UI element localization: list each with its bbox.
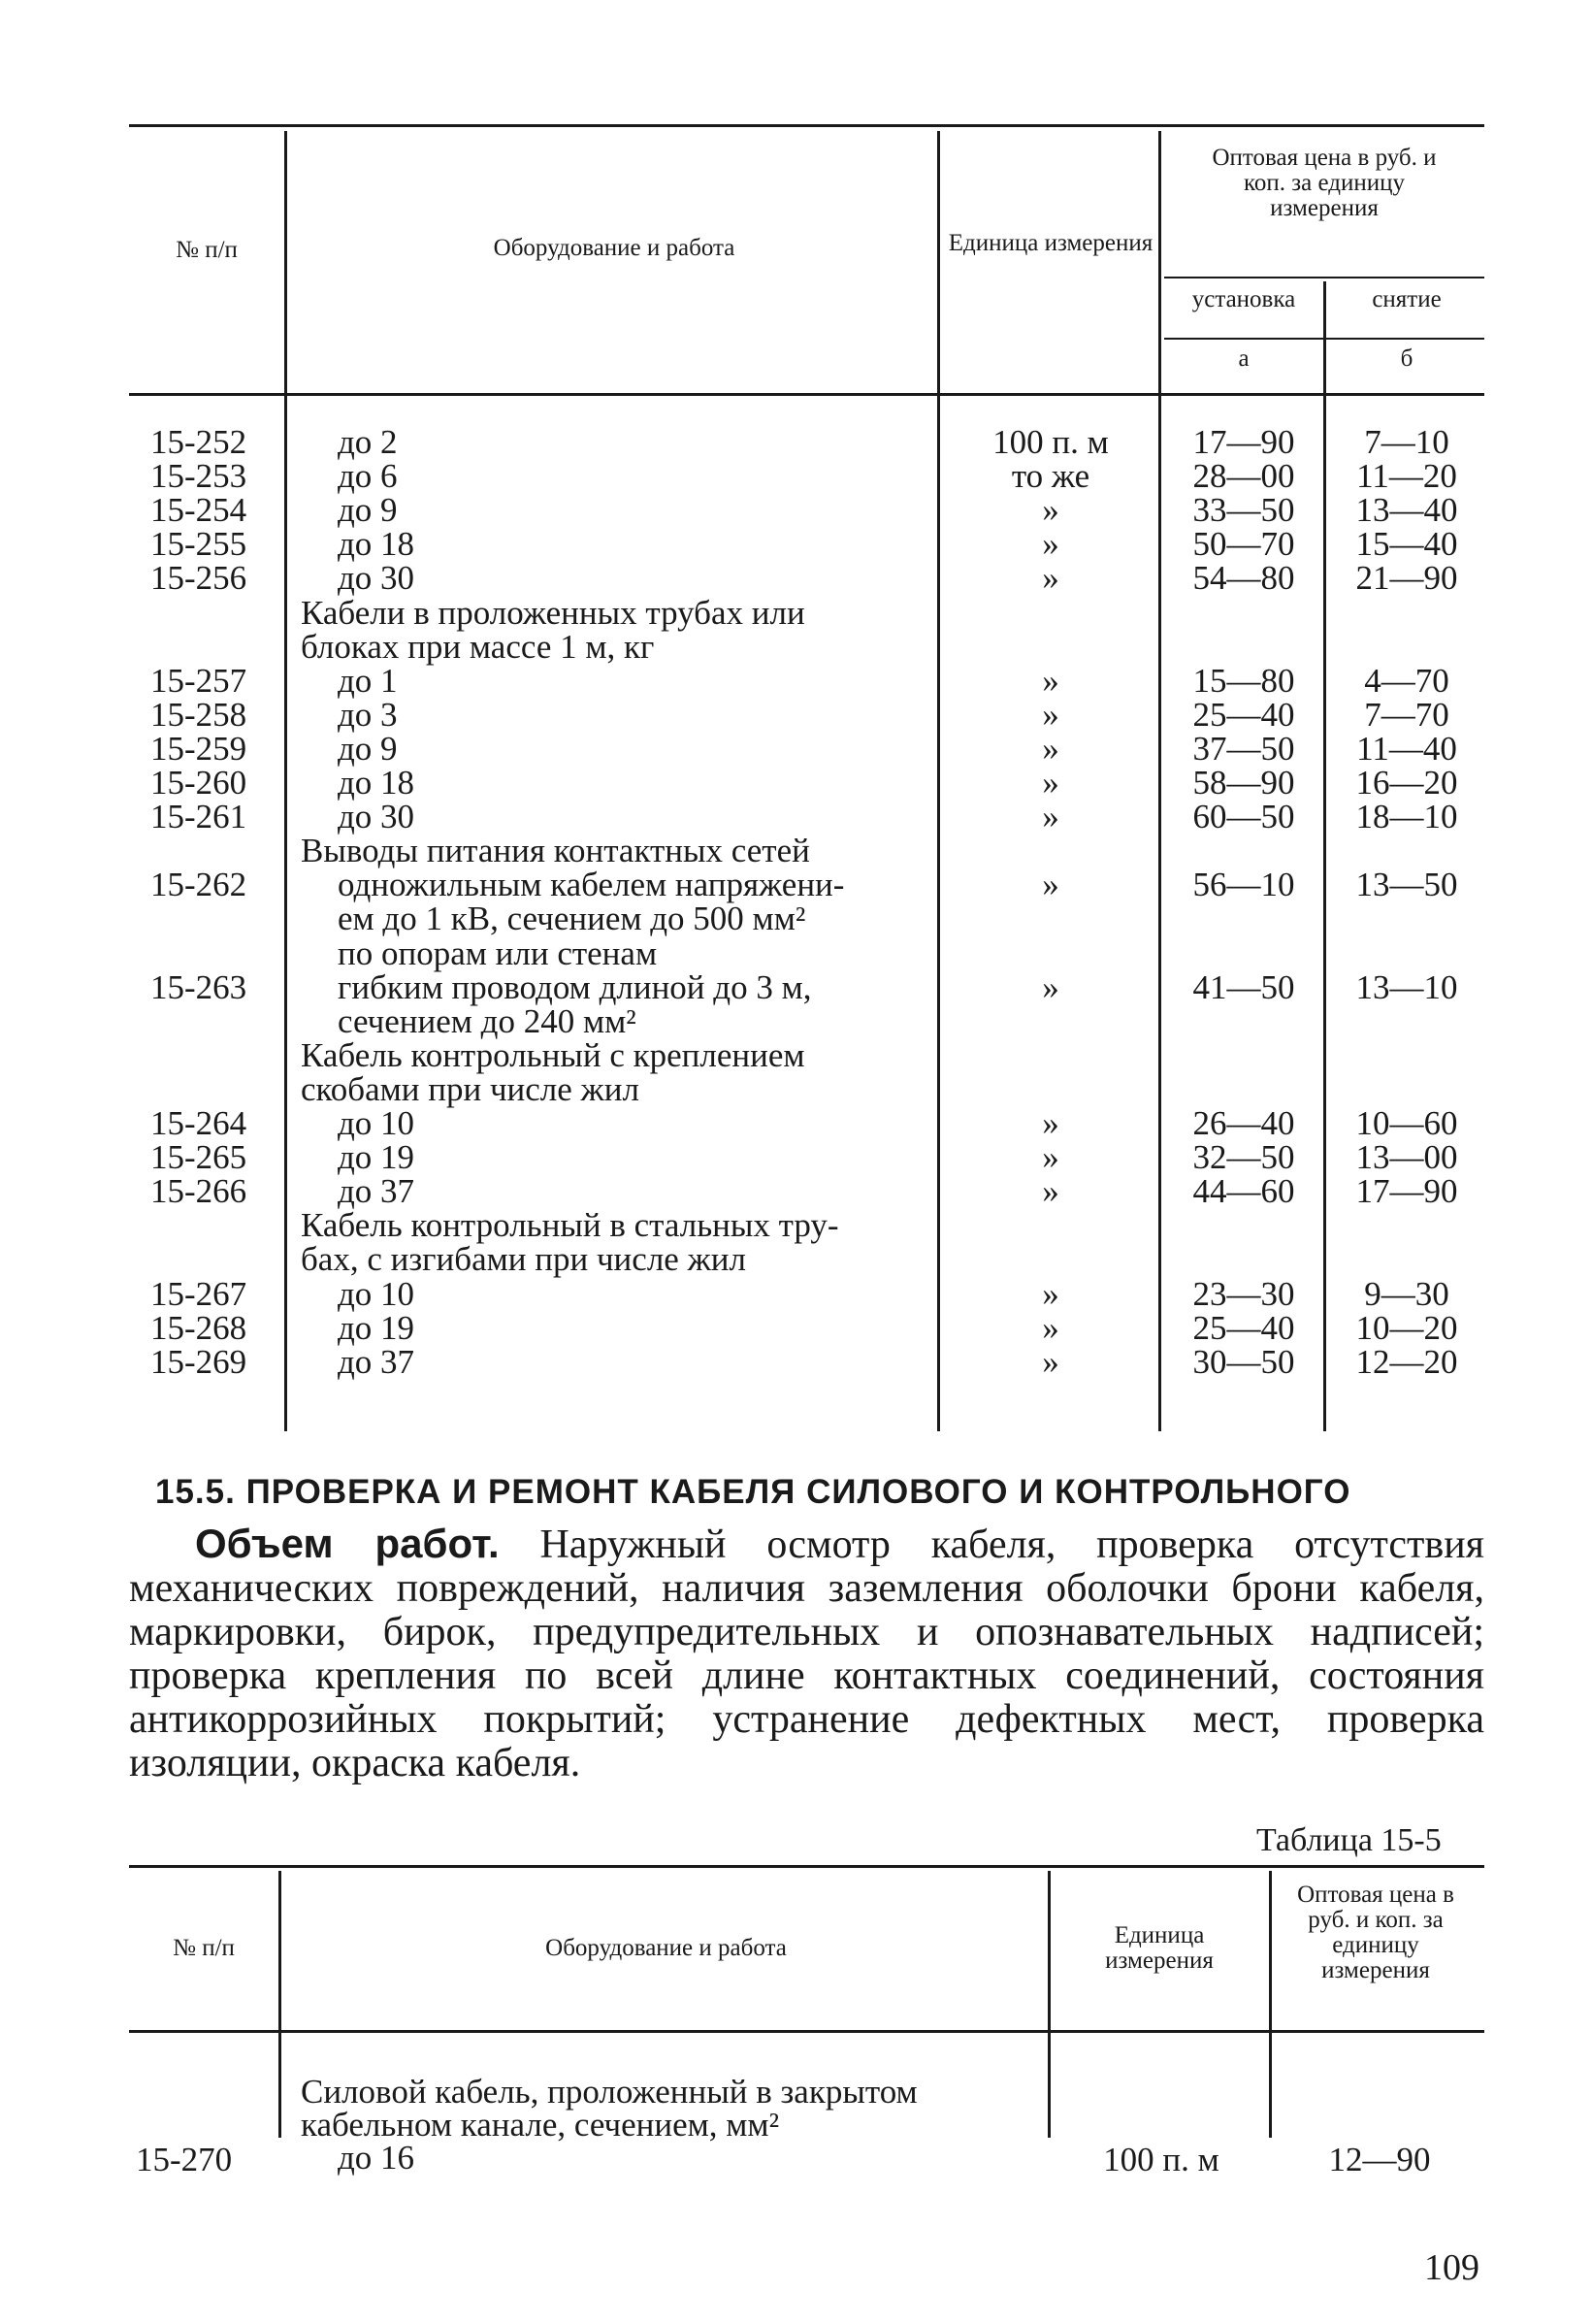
table1-row-text: до 37 (338, 1172, 415, 1210)
table1-row-num: 15-266 (150, 1172, 247, 1210)
table1-row-b: 10—20 (1355, 1309, 1458, 1347)
table1-row-text: до 9 (338, 730, 398, 768)
table1-col-divider-1 (284, 131, 287, 1431)
table1-row-a: 23—30 (1192, 1275, 1295, 1313)
table1-header-unit (943, 231, 1158, 256)
table2-row-line-1: Силовой кабель, проложенный в закрытом (301, 2073, 918, 2111)
table1-row-b: 17—90 (1355, 1172, 1458, 1210)
table1-row-num: 15-268 (150, 1309, 247, 1347)
table2-col-divider-3 (1269, 1871, 1272, 2138)
table1-row-b: 16—20 (1355, 764, 1458, 802)
table1-row-text: блоках при массе 1 м, кг (301, 628, 655, 666)
table1-row-num: 15-255 (150, 525, 247, 563)
table1-row-num: 15-258 (150, 696, 247, 734)
table2-row-unit: 100 п. м (1103, 2141, 1219, 2178)
table1-header-price-text: Оптовая цена в руб. и коп. за единицу измерения (1212, 145, 1437, 221)
table2-col-divider-2 (1048, 1871, 1051, 2138)
table1-row-num: 15-252 (150, 423, 247, 461)
table1-row-num: 15-261 (150, 798, 247, 835)
section-paragraph (129, 1522, 1484, 1785)
table1-row-text: до 6 (338, 457, 398, 495)
table1-row-unit: » (1042, 968, 1059, 1006)
table2-header-equipment: Оборудование и работа (545, 1935, 787, 1961)
table1-row-num: 15-256 (150, 559, 247, 597)
table1-row-unit: » (1042, 1343, 1059, 1381)
table1-header-col-b: б (1400, 345, 1413, 372)
table1-row-text: до 19 (338, 1309, 415, 1347)
table1-row-num: 15-259 (150, 730, 247, 768)
table1-row-b: 13—10 (1355, 968, 1458, 1006)
table1-row-a: 41—50 (1192, 968, 1295, 1006)
table1-row-a: 28—00 (1192, 457, 1295, 495)
table1-row-b: 18—10 (1355, 798, 1458, 835)
table1-row-a: 44—60 (1192, 1172, 1295, 1210)
table1-row-unit: » (1042, 491, 1059, 529)
table1-row-num: 15-260 (150, 764, 247, 802)
table1-row-b: 13—00 (1355, 1138, 1458, 1176)
table1-row-b: 4—70 (1364, 662, 1449, 700)
table1-row-b: 11—20 (1356, 457, 1457, 495)
table1-row-b: 15—40 (1355, 525, 1458, 563)
table1-header-price (1188, 146, 1460, 221)
page-number: 109 (1424, 2247, 1479, 2288)
table1-row-b: 12—20 (1355, 1343, 1458, 1381)
table1-row-a: 25—40 (1192, 1309, 1295, 1347)
table1-row-num: 15-253 (150, 457, 247, 495)
table1-row-a: 26—40 (1192, 1104, 1295, 1142)
table2-header-price (1279, 1882, 1473, 1983)
table1-row-text: гибким проводом длиной до 3 м, (338, 968, 812, 1006)
table1-row-num: 15-265 (150, 1138, 247, 1176)
section-body: Наружный осмотр кабеля, проверка отсутствия механических повреждений, наличия заземления оболочки брони кабеля, маркировки, бирок, предупредительных и опознавательных надписей; проверка крепления по всей длине контактных соединений, состояния антикоррозийных покрытий; устранение дефектных мест, проверка изоляции, окраска кабеля. (129, 1522, 1484, 1785)
table2-row-num: 15-270 (136, 2141, 233, 2178)
table2-caption: Таблица 15-5 (1256, 1822, 1442, 1858)
table1-row-a: 56—10 (1192, 866, 1295, 903)
table1-row-text: до 10 (338, 1275, 415, 1313)
table1-row-text: до 30 (338, 798, 415, 835)
table1-row-a: 30—50 (1192, 1343, 1295, 1381)
table1-row-unit: » (1042, 559, 1059, 597)
table1-row-text: сечением до 240 мм² (338, 1002, 636, 1040)
table1-row-unit: » (1042, 1138, 1059, 1176)
table1-row-b: 10—60 (1355, 1104, 1458, 1142)
table1-row-text: до 9 (338, 491, 398, 529)
table2-top-rule (129, 1865, 1484, 1868)
table1-row-text: скобами при числе жил (301, 1070, 639, 1108)
table1-col-divider-2 (937, 131, 940, 1431)
table1-row-text: Кабель контрольный с креплением (301, 1036, 805, 1074)
table1-row-num: 15-267 (150, 1275, 247, 1313)
table1-row-a: 32—50 (1192, 1138, 1295, 1176)
table1-row-text: бах, с изгибами при числе жил (301, 1240, 746, 1278)
table2-col-divider-1 (278, 1871, 281, 2138)
table1-header-remove: снятие (1372, 286, 1442, 312)
table1-row-unit: » (1042, 525, 1059, 563)
table1-row-unit: » (1042, 1275, 1059, 1313)
table1-row-b: 11—40 (1356, 730, 1457, 768)
table1-row-text: до 3 (338, 696, 398, 734)
table1-row-a: 37—50 (1192, 730, 1295, 768)
table1-row-text: до 30 (338, 559, 415, 597)
table1-row-b: 9—30 (1364, 1275, 1449, 1313)
table1-col-divider-3 (1158, 131, 1161, 1431)
table1-row-unit: » (1042, 1104, 1059, 1142)
table1-row-num: 15-263 (150, 968, 247, 1006)
table1-header-unit-text: Единица измерения (948, 230, 1153, 256)
table1-row-text: до 19 (338, 1138, 415, 1176)
table1-row-a: 58—90 (1192, 764, 1295, 802)
table2-header-bottom-rule (129, 2030, 1484, 2033)
table1-top-rule (129, 124, 1484, 127)
table2-header-num: № п/п (173, 1935, 235, 1961)
table1-header-install: установка (1191, 286, 1296, 312)
table1-row-b: 21—90 (1355, 559, 1458, 597)
table1-price-subhead-rule (1164, 277, 1484, 278)
table1-row-a: 54—80 (1192, 559, 1295, 597)
table1-header-equipment: Оборудование и работа (493, 235, 735, 261)
table1-row-b: 13—50 (1355, 866, 1458, 903)
table1-row-a: 50—70 (1192, 525, 1295, 563)
table1-row-unit: » (1042, 696, 1059, 734)
table1-row-num: 15-254 (150, 491, 247, 529)
table2-row-price: 12—90 (1328, 2141, 1431, 2178)
table1-row-text: до 37 (338, 1343, 415, 1381)
table1-row-b: 13—40 (1355, 491, 1458, 529)
table1-row-unit: » (1042, 866, 1059, 903)
table1-row-unit: » (1042, 764, 1059, 802)
table2-row-line-2: кабельном канале, сечением, мм² (301, 2106, 780, 2144)
table1-row-unit: » (1042, 1309, 1059, 1347)
table1-row-text: по опорам или стенам (338, 934, 658, 972)
table1-row-text: до 18 (338, 764, 415, 802)
table2-header-price-text: Оптовая цена в руб. и коп. за единицу измерения (1297, 1882, 1454, 1983)
table1-row-text: одножильным кабелем напряжени- (338, 866, 845, 903)
table1-row-num: 15-257 (150, 662, 247, 700)
table1-row-text: до 1 (338, 662, 398, 700)
table1-row-text: ем до 1 кВ, сечением до 500 мм² (338, 900, 806, 937)
section-lead: Объем работ. (195, 1521, 500, 1566)
table1-row-a: 33—50 (1192, 491, 1295, 529)
table1-header-bottom-rule (129, 393, 1484, 396)
table2-header-unit-text: Единица измерения (1105, 1922, 1214, 1974)
table1-row-num: 15-269 (150, 1343, 247, 1381)
table1-row-a: 25—40 (1192, 696, 1295, 734)
table1-row-text: Кабели в проложенных трубах или (301, 594, 805, 632)
table1-row-num: 15-264 (150, 1104, 247, 1142)
section-title: 15.5. ПРОВЕРКА И РЕМОНТ КАБЕЛЯ СИЛОВОГО И КОНТРОЛЬНОГО (155, 1473, 1351, 1511)
table1-row-a: 60—50 (1192, 798, 1295, 835)
table1-row-text: до 18 (338, 525, 415, 563)
table2-row-line-3: до 16 (338, 2139, 415, 2177)
table1-row-unit: » (1042, 798, 1059, 835)
table1-row-a: 17—90 (1192, 423, 1295, 461)
table1-row-text: Выводы питания контактных сетей (301, 832, 810, 869)
table1-row-b: 7—10 (1364, 423, 1449, 461)
table1-row-b: 7—70 (1364, 696, 1449, 734)
table1-row-text: до 10 (338, 1104, 415, 1142)
table1-row-text: Кабель контрольный в стальных тру- (301, 1206, 839, 1244)
table1-header-col-a: а (1238, 345, 1250, 372)
table1-header-num: № п/п (176, 237, 238, 263)
table1-row-unit: » (1042, 1172, 1059, 1210)
table2-header-unit (1057, 1923, 1261, 1974)
table1-row-unit: » (1042, 662, 1059, 700)
table1-row-unit: » (1042, 730, 1059, 768)
table1-row-num: 15-262 (150, 866, 247, 903)
table1-row-unit: 100 п. м (992, 423, 1109, 461)
table1-row-text: до 2 (338, 423, 398, 461)
table1-row-unit: то же (1011, 457, 1090, 495)
table1-row-a: 15—80 (1192, 662, 1295, 700)
table1-col-divider-4 (1323, 281, 1326, 1431)
